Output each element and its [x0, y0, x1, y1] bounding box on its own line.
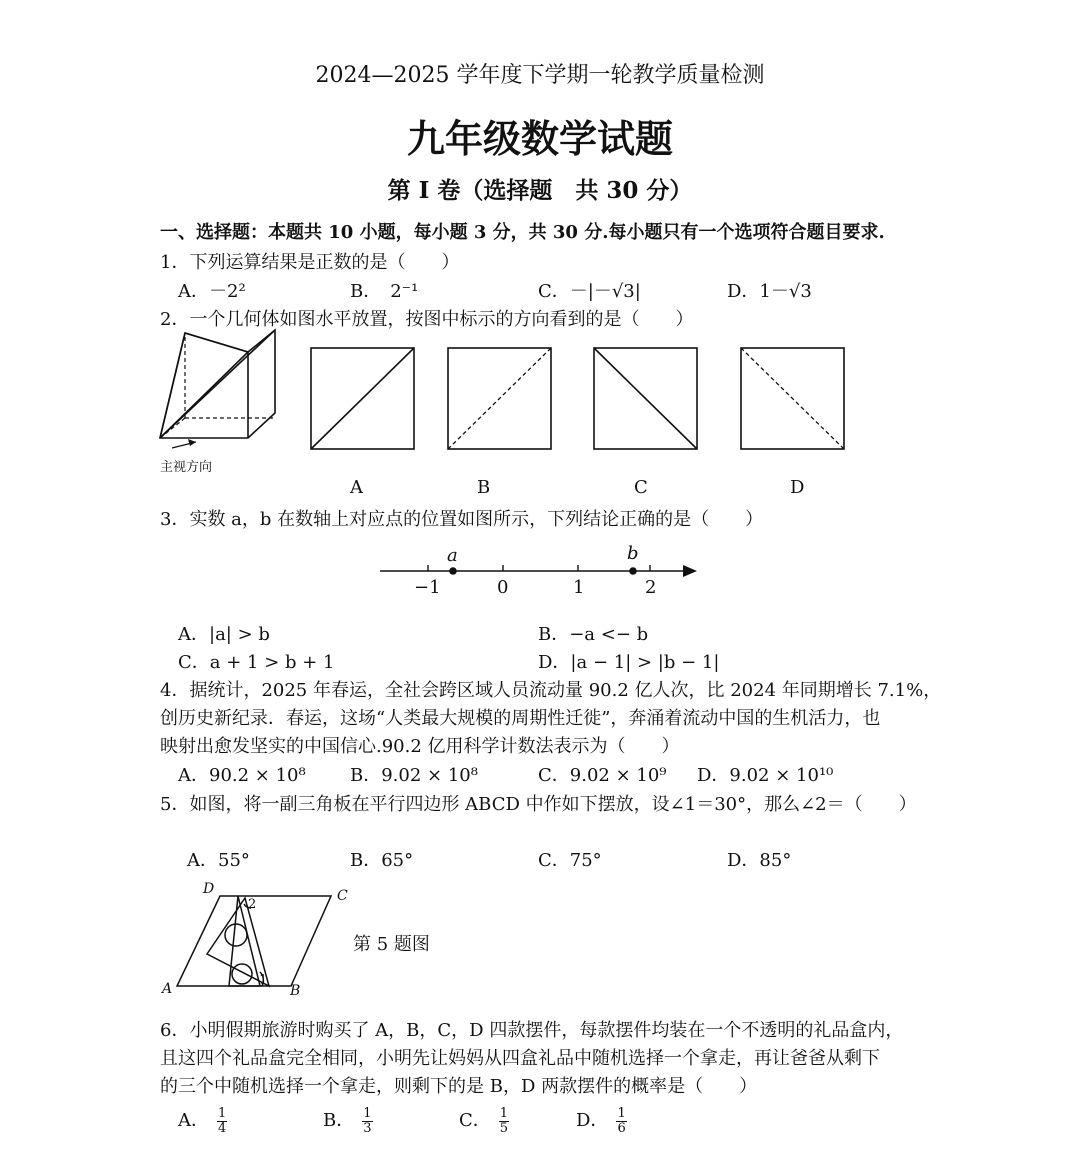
- q6-option-b: [323, 1106, 373, 1136]
- q6-option-b-letter: B．: [323, 1110, 355, 1131]
- q5-angle-2-label: 2: [248, 897, 257, 912]
- volume-heading: 第 I 卷（选择题 共 30 分）: [387, 177, 693, 204]
- page-title: 九年级数学试题: [406, 116, 673, 161]
- q3-tick-0: 0: [497, 577, 509, 598]
- q6-option-d-numerator: 1: [617, 1105, 626, 1121]
- q6-option-c: [459, 1106, 509, 1136]
- q2-choice-c-label: C: [634, 477, 648, 498]
- q6-option-b-fraction: [362, 1107, 372, 1136]
- q6-option-a-letter: A．: [178, 1110, 209, 1131]
- q4-option-c: C．9.02 × 10⁹: [538, 765, 667, 786]
- q3-tick-2: 2: [645, 577, 657, 598]
- q6-option-d-denominator: 6: [617, 1120, 626, 1136]
- q3-option-c: C．a + 1 > b + 1: [178, 652, 335, 673]
- q4-line-1: 4．据统计，2025 年春运，全社会跨区域人员流动量 90.2 亿人次，比 2024 年同期增长 7.1%，: [160, 680, 942, 701]
- q5-angle-1-label: 1: [259, 973, 268, 988]
- q6-option-d-letter: D．: [576, 1110, 609, 1131]
- q2-choice-c-figure[interactable]: [593, 347, 698, 450]
- q5-vertex-a-label: A: [162, 981, 173, 997]
- q3-option-a: A．|a| > b: [178, 624, 270, 645]
- q4-option-b: B．9.02 × 10⁸: [350, 765, 478, 786]
- q1-option-d: D．1－√3: [727, 281, 812, 302]
- q5-stem: 5．如图，将一副三角板在平行四边形 ABCD 中作如下摆放，设∠1＝30°，那么∠2＝（ ）: [160, 794, 917, 815]
- q5-vertex-c-label: C: [337, 888, 348, 904]
- q4-option-d: D．9.02 × 10¹⁰: [697, 765, 834, 786]
- q6-option-d-fraction: [616, 1107, 626, 1136]
- q5-option-c: C．75°: [538, 850, 602, 871]
- q5-option-a: A．55°: [187, 850, 250, 871]
- q5-vertex-d-label: D: [203, 881, 215, 897]
- q5-vertex-b-label: B: [290, 983, 301, 999]
- q2-solid-figure: [150, 325, 290, 450]
- q6-option-c-numerator: 1: [499, 1105, 509, 1121]
- q6-option-c-denominator: 5: [499, 1120, 509, 1136]
- q2-choice-b-label: B: [477, 477, 491, 498]
- q4-option-a: A．90.2 × 10⁸: [178, 765, 306, 786]
- q6-option-a-denominator: 4: [218, 1120, 227, 1136]
- q6-option-b-numerator: 1: [363, 1105, 372, 1121]
- q3-option-d: D．|a − 1| > |b − 1|: [538, 652, 720, 673]
- q6-line-3: 的三个中随机选择一个拿走，则剩下的是 B，D 两款摆件的概率是（ ）: [160, 1076, 758, 1097]
- q2-choice-a-figure[interactable]: [310, 347, 415, 450]
- q5-option-b: B．65°: [350, 850, 414, 871]
- q1-option-b: B． 2⁻¹: [350, 281, 419, 302]
- q2-choice-b-figure[interactable]: [447, 347, 552, 450]
- q1-stem: 1．下列运算结果是正数的是（ ）: [160, 252, 460, 273]
- q3-option-b: B．−a <− b: [538, 624, 649, 645]
- q4-line-3: 映射出愈发坚实的中国信心.90.2 亿用科学计数法表示为（ ）: [160, 736, 680, 757]
- q6-option-a-numerator: 1: [218, 1105, 227, 1121]
- q6-line-2: 且这四个礼品盒完全相同，小明先让妈妈从四盒礼品中随机选择一个拿走，再让爸爸从剩下: [160, 1048, 880, 1069]
- q3-point-b-label: b: [627, 543, 639, 564]
- q2-choice-d-figure[interactable]: [740, 347, 845, 450]
- q2-view-direction-label: 主视方向: [160, 460, 213, 475]
- q6-line-1: 6．小明假期旅游时购买了 A，B，C，D 四款摆件，每款摆件均装在一个不透明的礼品盒内，: [160, 1020, 904, 1041]
- q5-option-d: D．85°: [727, 850, 792, 871]
- q2-choice-a-label: A: [350, 477, 363, 498]
- exam-subtitle: 2024—2025 学年度下学期一轮教学质量检测: [315, 63, 765, 88]
- q3-tick-neg1: −1: [414, 577, 441, 598]
- q6-option-a: [178, 1106, 227, 1136]
- q4-line-2: 创历史新纪录．春运，这场“人类最大规模的周期性迁徙”，奔涌着流动中国的生机活力，也: [160, 708, 881, 729]
- q2-stem: 2．一个几何体如图水平放置，按图中标示的方向看到的是（ ）: [160, 309, 694, 330]
- q1-option-a: A．－2²: [178, 281, 246, 302]
- q3-point-a-label: a: [447, 545, 458, 566]
- q5-figure-caption: 第 5 题图: [353, 934, 430, 955]
- q3-stem: 3．实数 a，b 在数轴上对应点的位置如图所示，下列结论正确的是（ ）: [160, 509, 764, 530]
- q6-option-d: [576, 1106, 627, 1136]
- section-heading: 一、选择题：本题共 10 小题，每小题 3 分，共 30 分.每小题只有一个选项符合题目要求.: [160, 222, 885, 243]
- q6-option-b-denominator: 3: [363, 1120, 372, 1136]
- q6-option-c-fraction: [499, 1107, 509, 1136]
- q6-option-c-letter: C．: [459, 1110, 491, 1131]
- q2-choice-d-label: D: [790, 477, 805, 498]
- q6-option-a-fraction: [217, 1107, 227, 1136]
- q3-tick-1: 1: [573, 577, 585, 598]
- q1-option-c: C．－|－√3|: [538, 281, 641, 302]
